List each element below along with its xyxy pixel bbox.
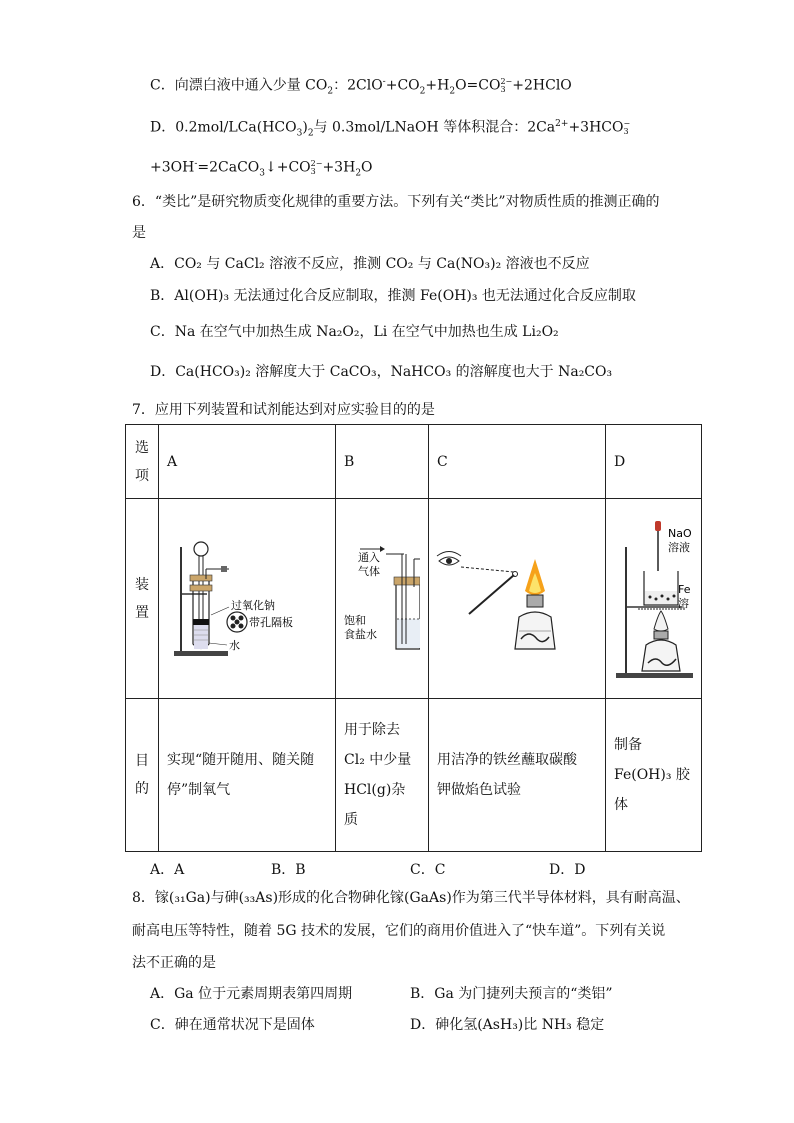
q8-stem-line1: 8．镓(₃₁Ga)与砷(₃₃As)形成的化合物砷化镓(GaAs)作为第三代半导体材料，具有耐高温、	[132, 890, 690, 906]
goal-d: 制备 Fe(OH)₃ 胶 体	[606, 699, 702, 852]
apparatus-d	[606, 499, 702, 699]
q6-option-c: C．Na 在空气中加热生成 Na₂O₂，Li 在空气中加热也生成 Li₂O₂	[150, 324, 559, 340]
label-saturated: 饱和	[344, 614, 366, 627]
flame-test-diagram	[429, 499, 597, 694]
q6-option-a: A．CO₂ 与 CaCl₂ 溶液不反应，推测 CO₂ 与 Ca(NO₃)₂ 溶液也不反应	[150, 256, 590, 272]
colloid-preparation-diagram	[606, 499, 693, 694]
goal-a: 实现“随开随用、随关随 停”制氧气	[159, 699, 336, 852]
q6-option-b: B．Al(OH)₃ 无法通过化合反应制取，推测 Fe(OH)₃ 也无法通过化合反应制取	[150, 288, 636, 304]
q8-option-d: D．砷化氢(AsH₃)比 NH₃ 稳定	[410, 1017, 605, 1033]
label-perforated-plate: 带孔隔板	[249, 616, 293, 629]
q6-stem-line1: 6．“类比”是研究物质变化规律的重要方法。下列有关“类比”对物质性质的推测正确的	[132, 194, 660, 210]
apparatus-c	[429, 499, 606, 699]
header-c: C	[429, 425, 606, 499]
q7-option-c: C．C	[410, 862, 446, 878]
q5-option-d-line1: D．$0.2mol/LCa(HCO_3)_2$与 0.3mol/LNaOH 等体积混合：$2Ca^{2+}+3HCO-$ 3	[150, 118, 631, 139]
q8-option-a: A．Ga 位于元素周期表第四周期	[150, 986, 353, 1002]
goal-b: 用于除去 Cl₂ 中少量 HCl(g)杂 质	[336, 699, 429, 852]
label-soln: 溶	[678, 597, 689, 610]
header-d: D	[606, 425, 702, 499]
q7-stem: 7．应用下列装置和试剂能达到对应实验目的的是	[132, 402, 435, 418]
apparatus-b	[336, 499, 429, 699]
oxygen-generator-diagram	[159, 499, 327, 694]
q8-option-c: C．砷在通常状况下是固体	[150, 1017, 315, 1033]
q5-option-c: C．向漂白液中通入少量 $CO_2$：$2ClO^-+CO_2+H_2O=CO2-$ 3 +2HClO	[150, 76, 572, 97]
header-option-label: 选 项	[126, 425, 159, 499]
q7-option-a: A．A	[150, 862, 185, 878]
q6-stem-line2: 是	[132, 225, 146, 241]
gas-washing-bottle-diagram	[336, 499, 420, 694]
label-gas: 气体	[358, 565, 380, 578]
label-naoh: NaO	[668, 527, 692, 540]
label-brine: 食盐水	[344, 628, 377, 641]
apparatus-a	[159, 499, 336, 699]
label-sodium-peroxide: 过氧化钠	[231, 599, 275, 612]
q5-option-d-line2: +3OH-=2CaCO$_3$↓+CO2− $3 +3H_2O$	[150, 158, 373, 179]
q8-option-b: B．Ga 为门捷列夫预言的“类铝”	[410, 986, 613, 1002]
goal-c: 用洁净的铁丝蘸取碳酸 钾做焰色试验	[429, 699, 606, 852]
header-b: B	[336, 425, 429, 499]
goal-row-label: 目 的	[126, 699, 159, 852]
label-fe: Fe	[678, 583, 691, 596]
q8-stem-line3: 法不正确的是	[132, 955, 216, 971]
q7-option-b: B．B	[271, 862, 306, 878]
q8-stem-line2: 耐高电压等特性，随着 5G 技术的发展，它们的商用价值进入了“快车道”。下列有关说	[132, 923, 666, 939]
label-solution: 溶液	[668, 541, 690, 554]
label-gas-in: 通入	[358, 551, 380, 564]
apparatus-row-label: 装 置	[126, 499, 159, 699]
q7-option-d: D．D	[549, 862, 586, 878]
q7-table	[125, 424, 702, 852]
q6-option-d: D．Ca(HCO₃)₂ 溶解度大于 CaCO₃，NaHCO₃ 的溶解度也大于 Na₂CO₃	[150, 364, 613, 380]
header-a: A	[159, 425, 336, 499]
label-water: 水	[229, 639, 240, 652]
